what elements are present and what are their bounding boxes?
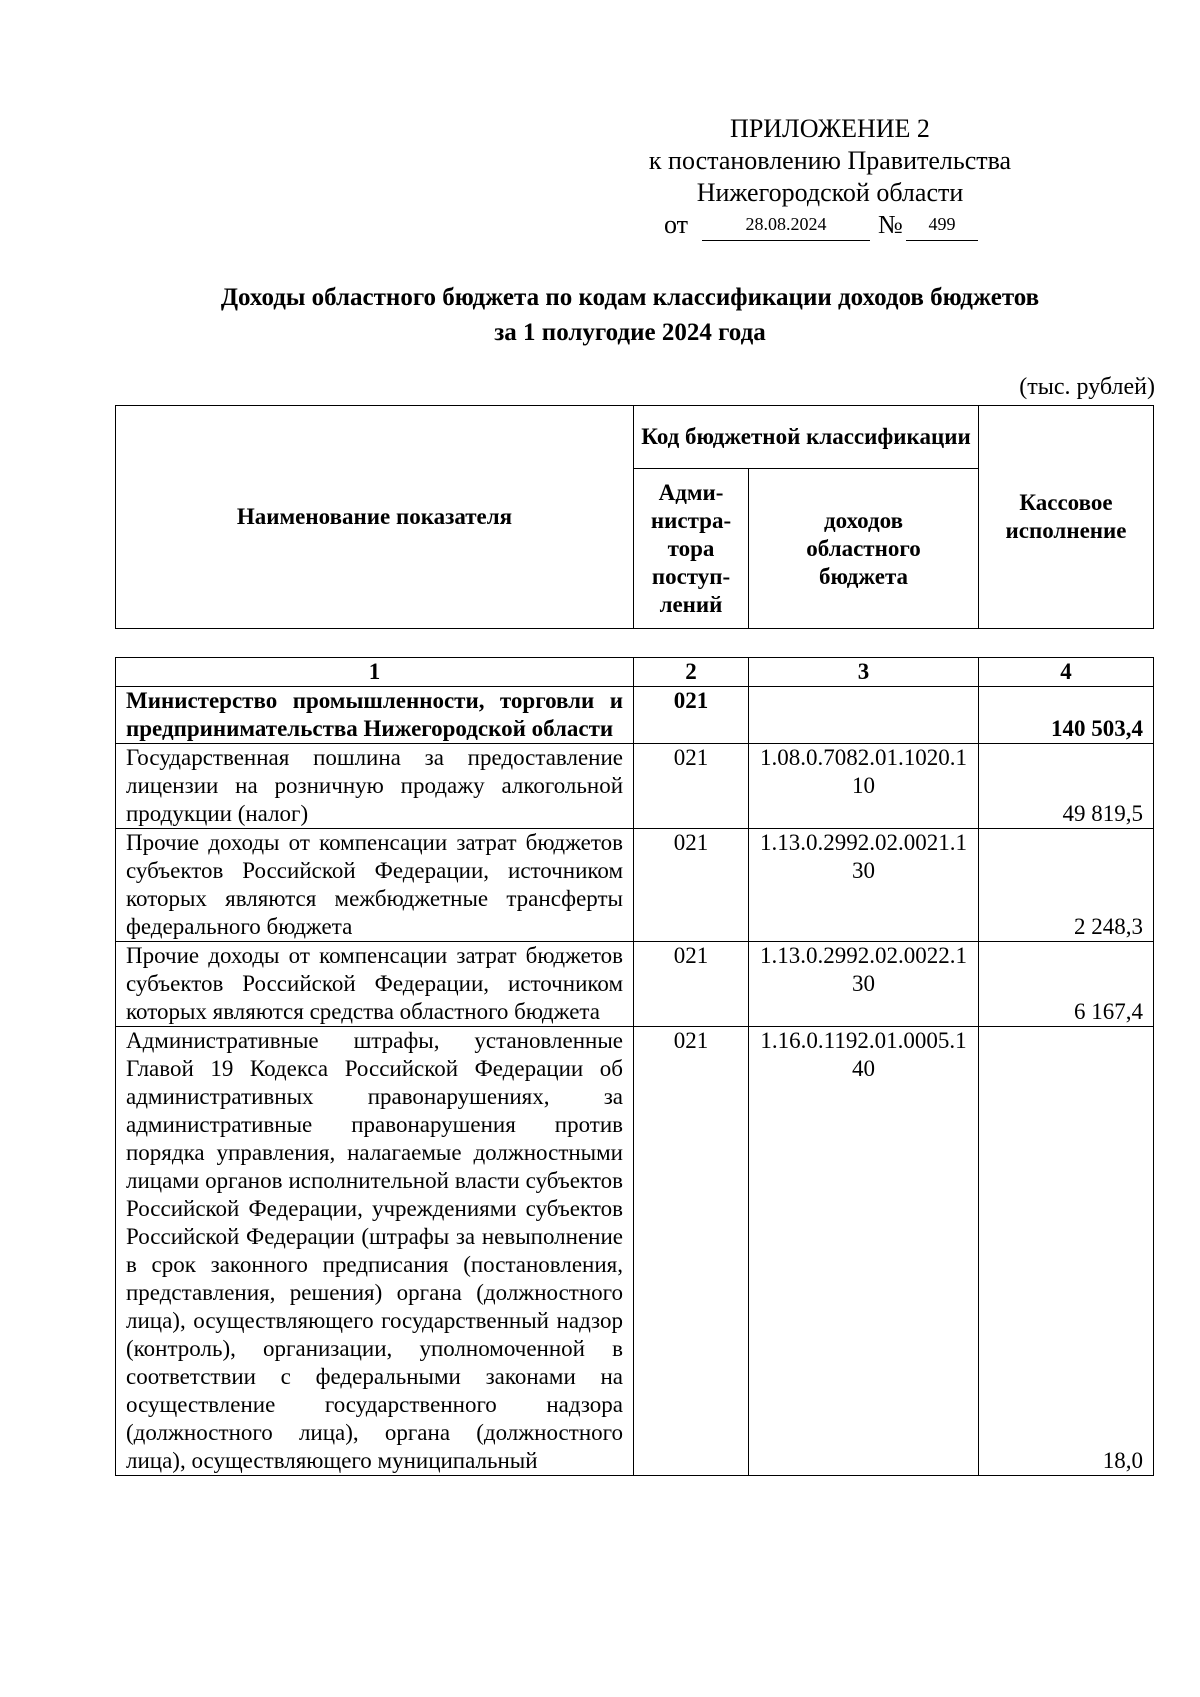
row-amount: 18,0	[979, 1027, 1154, 1476]
row-income-code: 1.16.0.1192.01.0005.140	[749, 1027, 979, 1476]
row-amount: 140 503,4	[979, 687, 1154, 744]
table-row	[116, 687, 1154, 744]
row-name: Министерство промышленности, торговли и предпринимательства Нижегородской области	[116, 687, 634, 744]
header-admin: Адми-нистра-тора поступ-лений	[634, 469, 749, 629]
column-number-1: 1	[116, 658, 634, 687]
row-income-code	[749, 687, 979, 744]
row-income-code: 1.13.0.2992.02.0022.130	[749, 942, 979, 1027]
row-income-code: 1.08.0.7082.01.1020.110	[749, 744, 979, 829]
resolution-number: 499	[906, 209, 978, 241]
row-name: Прочие доходы от компенсации затрат бюджетов субъектов Российской Федерации, источником которых являются межбюджетные трансферты федерального бюджета	[116, 829, 634, 942]
row-income-code: 1.13.0.2992.02.0021.130	[749, 829, 979, 942]
unit-label: (тыс. рублей)	[1019, 374, 1155, 400]
appendix-title: ПРИЛОЖЕНИЕ 2	[730, 114, 930, 143]
header-code-group: Код бюджетной классификации	[634, 406, 979, 469]
document-title	[120, 280, 1140, 350]
title-line-1: Доходы областного бюджета по кодам классификации доходов бюджетов	[220, 284, 1040, 311]
header-name: Наименование показателя	[116, 406, 634, 629]
appendix-block	[600, 113, 1060, 245]
column-number-2: 2	[634, 658, 749, 687]
table-row	[116, 1027, 1154, 1476]
column-numbers-row	[116, 658, 1154, 687]
header-cash: Кассовое исполнение	[979, 406, 1154, 629]
title-line-2: за 1 полугодие 2024 года	[494, 319, 766, 346]
resolution-date: 28.08.2024	[702, 209, 870, 241]
date-prefix: от	[664, 210, 689, 239]
row-admin-code: 021	[634, 687, 749, 744]
row-name: Государственная пошлина за предоставление лицензии на розничную продажу алкогольной продукции (налог)	[116, 744, 634, 829]
row-amount: 49 819,5	[979, 744, 1154, 829]
row-name: Административные штрафы, установленные Главой 19 Кодекса Российской Федерации об административных правонарушениях, за административные правонарушения против порядка управления, налагаемые должностными лицами органов исполнительной власти субъектов Российской Федерации, учреждениями субъектов Российской Федерации (штрафы за невыполнение в срок законного предписания (постановления, представления, решения) органа (должностного лица), осуществляющего государственный надзор (контроль), организации, уполномоченной в соответствии с федеральными законами на осуществление государственного надзора (должностного лица), органа (должностного лица), осуществляющего муниципальный	[116, 1027, 634, 1476]
column-number-3: 3	[749, 658, 979, 687]
appendix-line-resolution: к постановлению Правительства	[648, 146, 1012, 175]
appendix-line-region: Нижегородской области	[696, 178, 964, 207]
row-amount: 6 167,4	[979, 942, 1154, 1027]
table-row	[116, 942, 1154, 1027]
row-admin-code: 021	[634, 744, 749, 829]
appendix-date-line	[600, 209, 1060, 245]
row-admin-code: 021	[634, 1027, 749, 1476]
row-amount: 2 248,3	[979, 829, 1154, 942]
number-prefix: №	[878, 210, 903, 239]
row-admin-code: 021	[634, 942, 749, 1027]
header-income: доходов областного бюджета	[749, 469, 979, 629]
row-admin-code: 021	[634, 829, 749, 942]
income-table	[115, 657, 1154, 1476]
row-name: Прочие доходы от компенсации затрат бюджетов субъектов Российской Федерации, источником которых являются средства областного бюджета	[116, 942, 634, 1027]
table-row	[116, 829, 1154, 942]
column-number-4: 4	[979, 658, 1154, 687]
table-header	[115, 405, 1154, 629]
table-row	[116, 744, 1154, 829]
